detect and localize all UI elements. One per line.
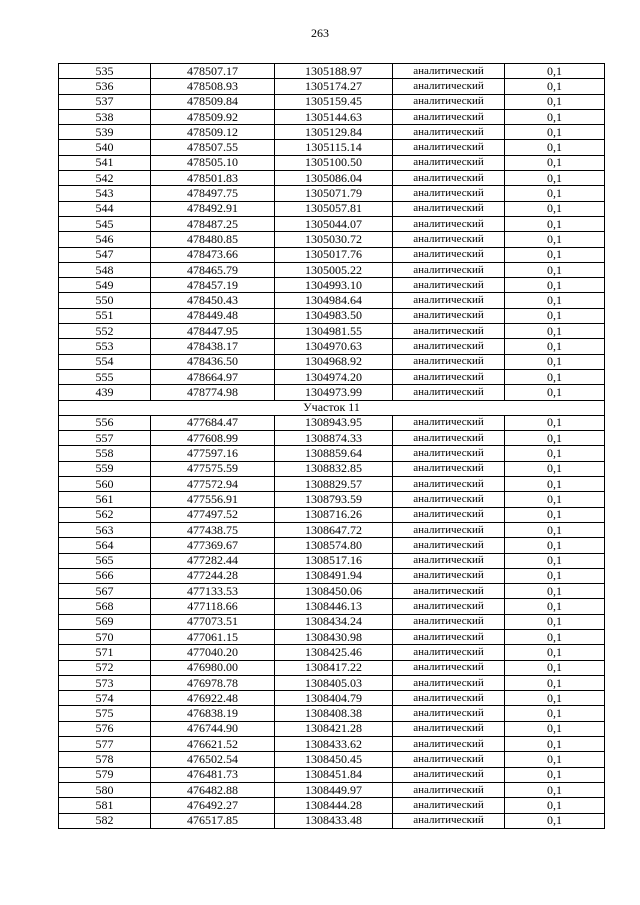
- point-number-cell: 558: [59, 446, 151, 461]
- y-coordinate-cell: 1308832.85: [275, 461, 393, 476]
- x-coordinate-cell: 476492.27: [151, 798, 275, 813]
- method-cell: аналитический: [393, 324, 505, 339]
- table-row: [59, 492, 605, 507]
- x-coordinate-cell: 477438.75: [151, 522, 275, 537]
- table-row: [59, 385, 605, 400]
- point-number-cell: 574: [59, 691, 151, 706]
- point-number-cell: 550: [59, 293, 151, 308]
- accuracy-cell: 0,1: [505, 798, 605, 813]
- accuracy-cell: 0,1: [505, 691, 605, 706]
- table-row: [59, 216, 605, 231]
- point-number-cell: 571: [59, 645, 151, 660]
- x-coordinate-cell: 477575.59: [151, 461, 275, 476]
- table-row: [59, 369, 605, 384]
- accuracy-cell: 0,1: [505, 813, 605, 828]
- accuracy-cell: 0,1: [505, 782, 605, 797]
- method-cell: аналитический: [393, 675, 505, 690]
- x-coordinate-cell: 476922.48: [151, 691, 275, 706]
- accuracy-cell: 0,1: [505, 293, 605, 308]
- table-row: [59, 614, 605, 629]
- accuracy-cell: 0,1: [505, 461, 605, 476]
- table-row: [59, 737, 605, 752]
- method-cell: аналитический: [393, 629, 505, 644]
- table-row: [59, 140, 605, 155]
- table-row: [59, 629, 605, 644]
- method-cell: аналитический: [393, 522, 505, 537]
- y-coordinate-cell: 1308491.94: [275, 568, 393, 583]
- y-coordinate-cell: 1308434.24: [275, 614, 393, 629]
- y-coordinate-cell: 1308433.62: [275, 737, 393, 752]
- y-coordinate-cell: 1304981.55: [275, 324, 393, 339]
- accuracy-cell: 0,1: [505, 262, 605, 277]
- method-cell: аналитический: [393, 293, 505, 308]
- point-number-cell: 551: [59, 308, 151, 323]
- point-number-cell: 542: [59, 171, 151, 186]
- x-coordinate-cell: 477597.16: [151, 446, 275, 461]
- coordinates-table: [58, 63, 605, 829]
- point-number-cell: 568: [59, 599, 151, 614]
- x-coordinate-cell: 478509.84: [151, 94, 275, 109]
- accuracy-cell: 0,1: [505, 584, 605, 599]
- x-coordinate-cell: 477608.99: [151, 431, 275, 446]
- method-cell: аналитический: [393, 568, 505, 583]
- x-coordinate-cell: 476481.73: [151, 767, 275, 782]
- y-coordinate-cell: 1305129.84: [275, 125, 393, 140]
- point-number-cell: 564: [59, 538, 151, 553]
- table-row: [59, 94, 605, 109]
- point-number-cell: 555: [59, 369, 151, 384]
- table-row: [59, 278, 605, 293]
- point-number-cell: 546: [59, 232, 151, 247]
- method-cell: аналитический: [393, 140, 505, 155]
- method-cell: аналитический: [393, 186, 505, 201]
- x-coordinate-cell: 478492.91: [151, 201, 275, 216]
- x-coordinate-cell: 476838.19: [151, 706, 275, 721]
- y-coordinate-cell: 1305086.04: [275, 171, 393, 186]
- x-coordinate-cell: 478501.83: [151, 171, 275, 186]
- table-row: [59, 415, 605, 430]
- point-number-cell: 541: [59, 155, 151, 170]
- accuracy-cell: 0,1: [505, 171, 605, 186]
- point-number-cell: 554: [59, 354, 151, 369]
- point-number-cell: 575: [59, 706, 151, 721]
- table-row: [59, 461, 605, 476]
- point-number-cell: 537: [59, 94, 151, 109]
- accuracy-cell: 0,1: [505, 415, 605, 430]
- y-coordinate-cell: 1304983.50: [275, 308, 393, 323]
- accuracy-cell: 0,1: [505, 308, 605, 323]
- y-coordinate-cell: 1308421.28: [275, 721, 393, 736]
- point-number-cell: 439: [59, 385, 151, 400]
- method-cell: аналитический: [393, 553, 505, 568]
- table-row: [59, 767, 605, 782]
- table-row: [59, 477, 605, 492]
- x-coordinate-cell: 477497.52: [151, 507, 275, 522]
- table-row: [59, 553, 605, 568]
- table-row: [59, 599, 605, 614]
- point-number-cell: 561: [59, 492, 151, 507]
- method-cell: аналитический: [393, 645, 505, 660]
- method-cell: аналитический: [393, 782, 505, 797]
- x-coordinate-cell: 477572.94: [151, 477, 275, 492]
- method-cell: аналитический: [393, 278, 505, 293]
- y-coordinate-cell: 1305188.97: [275, 64, 393, 79]
- y-coordinate-cell: 1304993.10: [275, 278, 393, 293]
- coordinates-table-body: [59, 64, 605, 829]
- point-number-cell: 577: [59, 737, 151, 752]
- point-number-cell: 540: [59, 140, 151, 155]
- table-row: [59, 354, 605, 369]
- point-number-cell: 576: [59, 721, 151, 736]
- y-coordinate-cell: 1308408.38: [275, 706, 393, 721]
- accuracy-cell: 0,1: [505, 553, 605, 568]
- point-number-cell: 580: [59, 782, 151, 797]
- y-coordinate-cell: 1308417.22: [275, 660, 393, 675]
- method-cell: аналитический: [393, 415, 505, 430]
- x-coordinate-cell: 476978.78: [151, 675, 275, 690]
- method-cell: аналитический: [393, 691, 505, 706]
- method-cell: аналитический: [393, 385, 505, 400]
- table-row: [59, 171, 605, 186]
- method-cell: аналитический: [393, 339, 505, 354]
- table-row: [59, 691, 605, 706]
- table-row: [59, 721, 605, 736]
- y-coordinate-cell: 1308433.48: [275, 813, 393, 828]
- x-coordinate-cell: 478447.95: [151, 324, 275, 339]
- x-coordinate-cell: 477684.47: [151, 415, 275, 430]
- point-number-cell: 539: [59, 125, 151, 140]
- point-number-cell: 543: [59, 186, 151, 201]
- method-cell: аналитический: [393, 109, 505, 124]
- y-coordinate-cell: 1308716.26: [275, 507, 393, 522]
- method-cell: аналитический: [393, 798, 505, 813]
- x-coordinate-cell: 476482.88: [151, 782, 275, 797]
- point-number-cell: 549: [59, 278, 151, 293]
- y-coordinate-cell: 1308517.16: [275, 553, 393, 568]
- x-coordinate-cell: 476980.00: [151, 660, 275, 675]
- point-number-cell: 557: [59, 431, 151, 446]
- y-coordinate-cell: 1308793.59: [275, 492, 393, 507]
- accuracy-cell: 0,1: [505, 385, 605, 400]
- accuracy-cell: 0,1: [505, 109, 605, 124]
- point-number-cell: 565: [59, 553, 151, 568]
- x-coordinate-cell: 478509.12: [151, 125, 275, 140]
- x-coordinate-cell: 477556.91: [151, 492, 275, 507]
- method-cell: аналитический: [393, 125, 505, 140]
- accuracy-cell: 0,1: [505, 369, 605, 384]
- method-cell: аналитический: [393, 492, 505, 507]
- x-coordinate-cell: 478436.50: [151, 354, 275, 369]
- table-row: [59, 125, 605, 140]
- x-coordinate-cell: 477040.20: [151, 645, 275, 660]
- x-coordinate-cell: 478509.92: [151, 109, 275, 124]
- x-coordinate-cell: 476744.90: [151, 721, 275, 736]
- table-row: [59, 706, 605, 721]
- accuracy-cell: 0,1: [505, 324, 605, 339]
- y-coordinate-cell: 1304984.64: [275, 293, 393, 308]
- accuracy-cell: 0,1: [505, 660, 605, 675]
- point-number-cell: 552: [59, 324, 151, 339]
- accuracy-cell: 0,1: [505, 721, 605, 736]
- section-heading-row: [59, 400, 605, 415]
- x-coordinate-cell: 476621.52: [151, 737, 275, 752]
- x-coordinate-cell: 477061.15: [151, 629, 275, 644]
- table-row: [59, 64, 605, 79]
- point-number-cell: 581: [59, 798, 151, 813]
- x-coordinate-cell: 478457.19: [151, 278, 275, 293]
- x-coordinate-cell: 477282.44: [151, 553, 275, 568]
- point-number-cell: 563: [59, 522, 151, 537]
- table-row: [59, 293, 605, 308]
- y-coordinate-cell: 1305017.76: [275, 247, 393, 262]
- accuracy-cell: 0,1: [505, 645, 605, 660]
- table-row: [59, 782, 605, 797]
- point-number-cell: 536: [59, 79, 151, 94]
- x-coordinate-cell: 477118.66: [151, 599, 275, 614]
- method-cell: аналитический: [393, 354, 505, 369]
- accuracy-cell: 0,1: [505, 140, 605, 155]
- y-coordinate-cell: 1308451.84: [275, 767, 393, 782]
- table-row: [59, 813, 605, 828]
- x-coordinate-cell: 477369.67: [151, 538, 275, 553]
- point-number-cell: 547: [59, 247, 151, 262]
- x-coordinate-cell: 478465.79: [151, 262, 275, 277]
- table-row: [59, 675, 605, 690]
- accuracy-cell: 0,1: [505, 94, 605, 109]
- table-row: [59, 568, 605, 583]
- point-number-cell: 548: [59, 262, 151, 277]
- point-number-cell: 569: [59, 614, 151, 629]
- accuracy-cell: 0,1: [505, 201, 605, 216]
- method-cell: аналитический: [393, 64, 505, 79]
- table-row: [59, 522, 605, 537]
- y-coordinate-cell: 1308859.64: [275, 446, 393, 461]
- point-number-cell: 553: [59, 339, 151, 354]
- point-number-cell: 579: [59, 767, 151, 782]
- accuracy-cell: 0,1: [505, 737, 605, 752]
- accuracy-cell: 0,1: [505, 477, 605, 492]
- method-cell: аналитический: [393, 721, 505, 736]
- accuracy-cell: 0,1: [505, 125, 605, 140]
- y-coordinate-cell: 1308425.46: [275, 645, 393, 660]
- table-row: [59, 752, 605, 767]
- y-coordinate-cell: 1305057.81: [275, 201, 393, 216]
- method-cell: аналитический: [393, 706, 505, 721]
- point-number-cell: 566: [59, 568, 151, 583]
- table-row: [59, 660, 605, 675]
- method-cell: аналитический: [393, 752, 505, 767]
- method-cell: аналитический: [393, 247, 505, 262]
- method-cell: аналитический: [393, 538, 505, 553]
- method-cell: аналитический: [393, 201, 505, 216]
- point-number-cell: 578: [59, 752, 151, 767]
- accuracy-cell: 0,1: [505, 216, 605, 231]
- point-number-cell: 573: [59, 675, 151, 690]
- y-coordinate-cell: 1305174.27: [275, 79, 393, 94]
- method-cell: аналитический: [393, 369, 505, 384]
- point-number-cell: 559: [59, 461, 151, 476]
- y-coordinate-cell: 1308449.97: [275, 782, 393, 797]
- accuracy-cell: 0,1: [505, 446, 605, 461]
- y-coordinate-cell: 1305071.79: [275, 186, 393, 201]
- accuracy-cell: 0,1: [505, 675, 605, 690]
- method-cell: аналитический: [393, 477, 505, 492]
- y-coordinate-cell: 1304974.20: [275, 369, 393, 384]
- method-cell: аналитический: [393, 813, 505, 828]
- x-coordinate-cell: 478497.75: [151, 186, 275, 201]
- accuracy-cell: 0,1: [505, 232, 605, 247]
- table-row: [59, 446, 605, 461]
- method-cell: аналитический: [393, 232, 505, 247]
- point-number-cell: 544: [59, 201, 151, 216]
- accuracy-cell: 0,1: [505, 568, 605, 583]
- accuracy-cell: 0,1: [505, 247, 605, 262]
- accuracy-cell: 0,1: [505, 706, 605, 721]
- accuracy-cell: 0,1: [505, 339, 605, 354]
- table-row: [59, 538, 605, 553]
- method-cell: аналитический: [393, 767, 505, 782]
- y-coordinate-cell: 1308404.79: [275, 691, 393, 706]
- method-cell: аналитический: [393, 599, 505, 614]
- table-row: [59, 431, 605, 446]
- point-number-cell: 556: [59, 415, 151, 430]
- table-row: [59, 247, 605, 262]
- y-coordinate-cell: 1304968.92: [275, 354, 393, 369]
- accuracy-cell: 0,1: [505, 614, 605, 629]
- y-coordinate-cell: 1308430.98: [275, 629, 393, 644]
- x-coordinate-cell: 478507.17: [151, 64, 275, 79]
- accuracy-cell: 0,1: [505, 538, 605, 553]
- table-row: [59, 79, 605, 94]
- table-row: [59, 507, 605, 522]
- table-row: [59, 584, 605, 599]
- table-row: [59, 798, 605, 813]
- method-cell: аналитический: [393, 79, 505, 94]
- y-coordinate-cell: 1308874.33: [275, 431, 393, 446]
- y-coordinate-cell: 1308450.45: [275, 752, 393, 767]
- x-coordinate-cell: 478507.55: [151, 140, 275, 155]
- y-coordinate-cell: 1308450.06: [275, 584, 393, 599]
- y-coordinate-cell: 1308574.80: [275, 538, 393, 553]
- section-heading: Участок 11: [59, 400, 605, 415]
- point-number-cell: 572: [59, 660, 151, 675]
- x-coordinate-cell: 478449.48: [151, 308, 275, 323]
- accuracy-cell: 0,1: [505, 186, 605, 201]
- x-coordinate-cell: 478480.85: [151, 232, 275, 247]
- method-cell: аналитический: [393, 461, 505, 476]
- accuracy-cell: 0,1: [505, 752, 605, 767]
- table-row: [59, 324, 605, 339]
- method-cell: аналитический: [393, 94, 505, 109]
- method-cell: аналитический: [393, 431, 505, 446]
- y-coordinate-cell: 1305030.72: [275, 232, 393, 247]
- accuracy-cell: 0,1: [505, 492, 605, 507]
- point-number-cell: 545: [59, 216, 151, 231]
- y-coordinate-cell: 1305159.45: [275, 94, 393, 109]
- x-coordinate-cell: 478473.66: [151, 247, 275, 262]
- accuracy-cell: 0,1: [505, 431, 605, 446]
- accuracy-cell: 0,1: [505, 767, 605, 782]
- x-coordinate-cell: 478450.43: [151, 293, 275, 308]
- point-number-cell: 567: [59, 584, 151, 599]
- y-coordinate-cell: 1308943.95: [275, 415, 393, 430]
- accuracy-cell: 0,1: [505, 155, 605, 170]
- x-coordinate-cell: 477244.28: [151, 568, 275, 583]
- accuracy-cell: 0,1: [505, 629, 605, 644]
- method-cell: аналитический: [393, 614, 505, 629]
- y-coordinate-cell: 1305044.07: [275, 216, 393, 231]
- y-coordinate-cell: 1308444.28: [275, 798, 393, 813]
- method-cell: аналитический: [393, 155, 505, 170]
- table-row: [59, 232, 605, 247]
- x-coordinate-cell: 478505.10: [151, 155, 275, 170]
- accuracy-cell: 0,1: [505, 599, 605, 614]
- y-coordinate-cell: 1305115.14: [275, 140, 393, 155]
- y-coordinate-cell: 1305144.63: [275, 109, 393, 124]
- table-row: [59, 201, 605, 216]
- y-coordinate-cell: 1308405.03: [275, 675, 393, 690]
- y-coordinate-cell: 1304973.99: [275, 385, 393, 400]
- x-coordinate-cell: 476502.54: [151, 752, 275, 767]
- table-row: [59, 109, 605, 124]
- method-cell: аналитический: [393, 216, 505, 231]
- y-coordinate-cell: 1305100.50: [275, 155, 393, 170]
- x-coordinate-cell: 477073.51: [151, 614, 275, 629]
- y-coordinate-cell: 1308446.13: [275, 599, 393, 614]
- method-cell: аналитический: [393, 584, 505, 599]
- x-coordinate-cell: 478774.98: [151, 385, 275, 400]
- accuracy-cell: 0,1: [505, 278, 605, 293]
- table-row: [59, 262, 605, 277]
- x-coordinate-cell: 478438.17: [151, 339, 275, 354]
- page-number: 263: [311, 26, 329, 40]
- accuracy-cell: 0,1: [505, 79, 605, 94]
- accuracy-cell: 0,1: [505, 522, 605, 537]
- accuracy-cell: 0,1: [505, 354, 605, 369]
- point-number-cell: 535: [59, 64, 151, 79]
- table-row: [59, 645, 605, 660]
- y-coordinate-cell: 1305005.22: [275, 262, 393, 277]
- table-row: [59, 308, 605, 323]
- point-number-cell: 570: [59, 629, 151, 644]
- point-number-cell: 582: [59, 813, 151, 828]
- table-row: [59, 339, 605, 354]
- x-coordinate-cell: 478508.93: [151, 79, 275, 94]
- x-coordinate-cell: 478487.25: [151, 216, 275, 231]
- x-coordinate-cell: 476517.85: [151, 813, 275, 828]
- table-row: [59, 186, 605, 201]
- point-number-cell: 538: [59, 109, 151, 124]
- x-coordinate-cell: 477133.53: [151, 584, 275, 599]
- method-cell: аналитический: [393, 171, 505, 186]
- method-cell: аналитический: [393, 308, 505, 323]
- accuracy-cell: 0,1: [505, 507, 605, 522]
- method-cell: аналитический: [393, 446, 505, 461]
- x-coordinate-cell: 478664.97: [151, 369, 275, 384]
- y-coordinate-cell: 1308829.57: [275, 477, 393, 492]
- method-cell: аналитический: [393, 262, 505, 277]
- point-number-cell: 560: [59, 477, 151, 492]
- method-cell: аналитический: [393, 737, 505, 752]
- y-coordinate-cell: 1304970.63: [275, 339, 393, 354]
- method-cell: аналитический: [393, 507, 505, 522]
- table-row: [59, 155, 605, 170]
- accuracy-cell: 0,1: [505, 64, 605, 79]
- point-number-cell: 562: [59, 507, 151, 522]
- method-cell: аналитический: [393, 660, 505, 675]
- y-coordinate-cell: 1308647.72: [275, 522, 393, 537]
